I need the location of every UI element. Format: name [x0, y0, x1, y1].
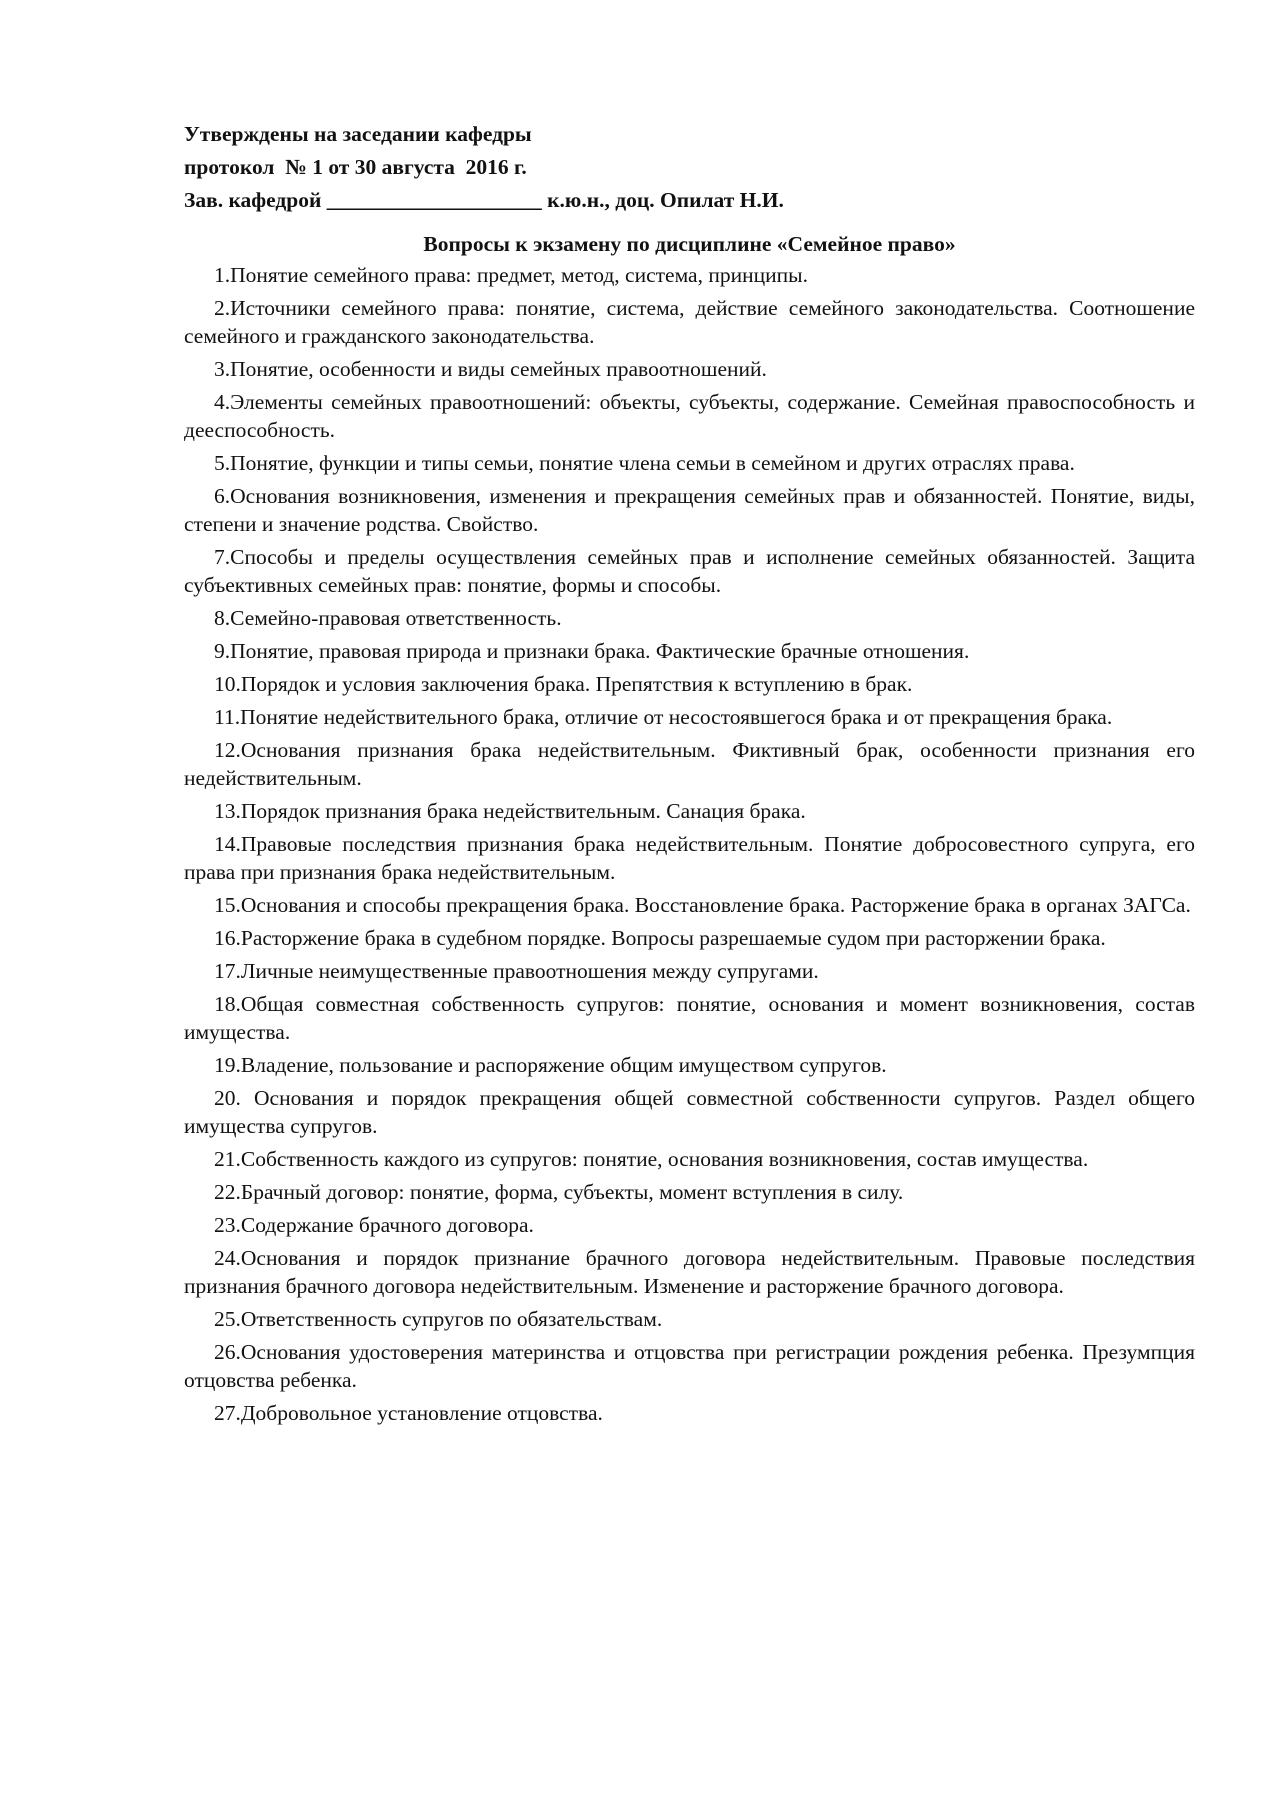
- question-text: Понятие, функции и типы семьи, понятие члена семьи в семейном и других отраслях права.: [230, 451, 1075, 475]
- question-item: [184, 891, 1195, 919]
- approval-line: Утверждены на заседании кафедры: [184, 122, 532, 146]
- question-text: Общая совместная собственность супругов: понятие, основания и момент возникновения, состав имущества.: [184, 992, 1195, 1044]
- question-number: 5.: [214, 451, 231, 475]
- question-text: Брачный договор: понятие, форма, субъекты, момент вступления в силу.: [240, 1180, 904, 1204]
- question-text: Понятие, особенности и виды семейных правоотношений.: [230, 357, 767, 381]
- question-number: 24.: [214, 1246, 241, 1270]
- question-item: [184, 1305, 1195, 1333]
- question-item: [184, 355, 1195, 383]
- question-text: Семейно-правовая ответственность.: [230, 606, 562, 630]
- question-number: 11.: [214, 705, 241, 729]
- question-number: 25.: [214, 1307, 241, 1331]
- question-number: 2.: [214, 296, 231, 320]
- question-item: [184, 797, 1195, 825]
- question-item: [184, 388, 1195, 444]
- question-number: 15.: [214, 893, 241, 917]
- question-item: [184, 1244, 1195, 1300]
- question-text: Расторжение брака в судебном порядке. Вопросы разрешаемые судом при расторжении брака.: [240, 926, 1106, 950]
- question-text: Собственность каждого из супругов: понятие, основания возникновения, состав имущества.: [240, 1147, 1089, 1171]
- question-item: [184, 637, 1195, 665]
- department-head-line: Зав. кафедрой ____________________ к.ю.н., доц. Опилат Н.И.: [184, 188, 784, 212]
- question-number: 10.: [214, 672, 241, 696]
- document-title: Вопросы к экзамену по дисциплине «Семейное право»: [423, 232, 956, 256]
- question-text: Добровольное установление отцовства.: [240, 1401, 603, 1425]
- question-number: 18.: [214, 992, 241, 1016]
- question-text: Элементы семейных правоотношений: объекты, субъекты, содержание. Семейная правоспособность и дееспособность.: [184, 390, 1195, 442]
- question-text: Способы и пределы осуществления семейных прав и исполнение семейных обязанностей. Защита субъективных семейных прав: понятие, формы и способы.: [184, 545, 1195, 597]
- question-item: [184, 957, 1195, 985]
- question-text: Основания возникновения, изменения и прекращения семейных прав и обязанностей. Понятие, виды, степени и значение родства. Свойство.: [184, 484, 1195, 536]
- question-number: 21.: [214, 1147, 241, 1171]
- question-number: 17.: [214, 959, 241, 983]
- question-text: Содержание брачного договора.: [240, 1213, 534, 1237]
- question-item: [184, 449, 1195, 477]
- question-number: 7.: [214, 545, 231, 569]
- question-number: 3.: [214, 357, 231, 381]
- question-item: [184, 1051, 1195, 1079]
- question-number: 1.: [214, 263, 231, 287]
- protocol-line: протокол № 1 от 30 августа 2016 г.: [184, 155, 527, 179]
- question-item: [184, 736, 1195, 792]
- approval-header: [184, 118, 1195, 217]
- question-number: 12.: [214, 738, 241, 762]
- question-number: 20.: [214, 1086, 254, 1110]
- question-text: Понятие недействительного брака, отличие от несостоявшегося брака и от прекращения брака.: [240, 705, 1113, 729]
- question-number: 9.: [214, 639, 231, 663]
- question-item: [184, 1178, 1195, 1206]
- question-text: Основания и порядок признание брачного договора недействительным. Правовые последствия признания брачного договора недействительным. Изменение и расторжение брачного договора.: [184, 1246, 1195, 1298]
- question-text: Порядок и условия заключения брака. Препятствия к вступлению в брак.: [240, 672, 913, 696]
- question-item: [184, 1211, 1195, 1239]
- question-number: 8.: [214, 606, 231, 630]
- question-text: Правовые последствия признания брака недействительным. Понятие добросовестного супруга, его права при признания брака недействительным.: [184, 832, 1195, 884]
- question-item: [184, 990, 1195, 1046]
- question-text: Источники семейного права: понятие, система, действие семейного законодательства. Соотношение семейного и гражданского законодательства.: [184, 296, 1195, 348]
- question-text: Основания и способы прекращения брака. Восстановление брака. Расторжение брака в органах ЗАГСа.: [240, 893, 1191, 917]
- question-text: Основания признания брака недействительным. Фиктивный брак, особенности признания его недействительным.: [184, 738, 1195, 790]
- question-text: Ответственность супругов по обязательствам.: [240, 1307, 663, 1331]
- question-text: Порядок признания брака недействительным. Санация брака.: [240, 799, 806, 823]
- question-number: 16.: [214, 926, 241, 950]
- question-item: [184, 294, 1195, 350]
- question-number: 22.: [214, 1180, 241, 1204]
- document-page: [184, 118, 1195, 1432]
- question-item: [184, 1084, 1195, 1140]
- question-item: [184, 924, 1195, 952]
- question-number: 19.: [214, 1053, 241, 1077]
- question-number: 14.: [214, 832, 241, 856]
- question-number: 4.: [214, 390, 231, 414]
- question-number: 26.: [214, 1340, 241, 1364]
- question-item: [184, 830, 1195, 886]
- question-number: 27.: [214, 1401, 241, 1425]
- question-item: [184, 543, 1195, 599]
- question-text: Понятие семейного права: предмет, метод, система, принципы.: [230, 263, 808, 287]
- question-text: Понятие, правовая природа и признаки брака. Фактические брачные отношения.: [230, 639, 970, 663]
- question-item: [184, 703, 1195, 731]
- question-text: Основания и порядок прекращения общей совместной собственности супругов. Раздел общего имущества супругов.: [184, 1086, 1195, 1138]
- question-item: [184, 670, 1195, 698]
- question-item: [184, 482, 1195, 538]
- question-number: 23.: [214, 1213, 241, 1237]
- question-item: [184, 1399, 1195, 1427]
- question-item: [184, 261, 1195, 289]
- question-item: [184, 604, 1195, 632]
- question-list: [184, 261, 1195, 1427]
- question-number: 6.: [214, 484, 231, 508]
- question-text: Владение, пользование и распоряжение общим имуществом супругов.: [240, 1053, 887, 1077]
- question-number: 13.: [214, 799, 241, 823]
- question-text: Личные неимущественные правоотношения между супругами.: [240, 959, 819, 983]
- question-item: [184, 1145, 1195, 1173]
- question-item: [184, 1338, 1195, 1394]
- question-text: Основания удостоверения материнства и отцовства при регистрации рождения ребенка. Презумпция отцовства ребенка.: [184, 1340, 1195, 1392]
